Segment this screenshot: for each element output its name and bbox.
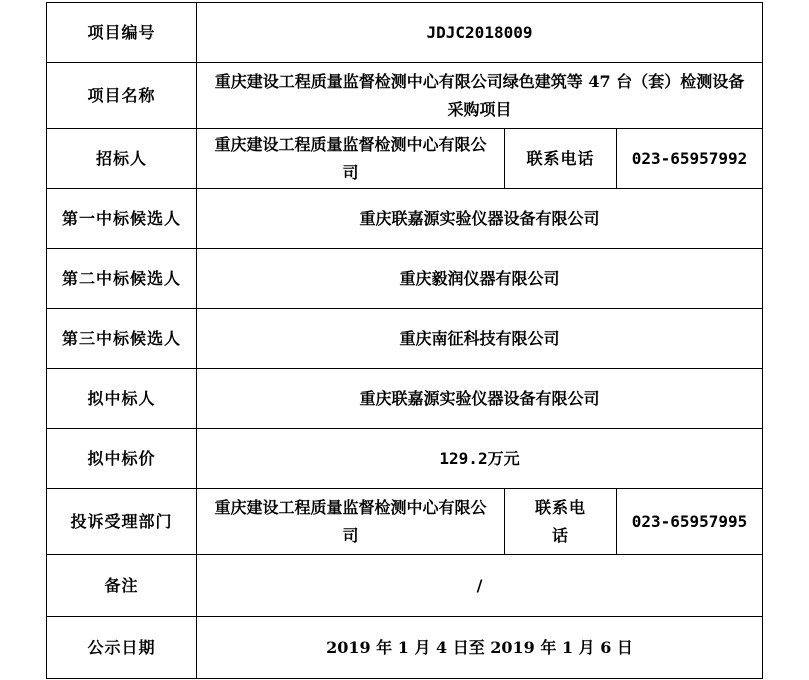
row-project-name bbox=[47, 63, 763, 129]
row-proposed-winner bbox=[47, 369, 763, 429]
row-proposed-price bbox=[47, 429, 763, 489]
publicity-date-label: 公示日期 bbox=[47, 617, 197, 679]
row-project-no bbox=[47, 3, 763, 63]
row-complaint-dept bbox=[47, 489, 763, 555]
tenderer-value: 重庆建设工程质量监督检测中心有限公司 bbox=[197, 129, 505, 189]
row-remarks bbox=[47, 555, 763, 617]
candidate-1-value: 重庆联嘉源实验仪器设备有限公司 bbox=[197, 189, 763, 249]
project-no-value: JDJC2018009 bbox=[197, 3, 763, 63]
row-candidate-1 bbox=[47, 189, 763, 249]
candidate-3-value: 重庆南征科技有限公司 bbox=[197, 309, 763, 369]
row-candidate-3 bbox=[47, 309, 763, 369]
proposed-winner-label: 拟中标人 bbox=[47, 369, 197, 429]
candidate-1-label: 第一中标候选人 bbox=[47, 189, 197, 249]
row-tenderer bbox=[47, 129, 763, 189]
tenderer-contact-value: 023-65957992 bbox=[617, 129, 763, 189]
tenderer-contact-label: 联系电话 bbox=[505, 129, 617, 189]
candidate-2-value: 重庆毅润仪器有限公司 bbox=[197, 249, 763, 309]
remarks-label: 备注 bbox=[47, 555, 197, 617]
project-name-value: 重庆建设工程质量监督检测中心有限公司绿色建筑等 47 台（套）检测设备采购项目 bbox=[197, 63, 763, 129]
row-candidate-2 bbox=[47, 249, 763, 309]
candidate-2-label: 第二中标候选人 bbox=[47, 249, 197, 309]
remarks-value: / bbox=[197, 555, 763, 617]
bid-result-table bbox=[46, 2, 763, 679]
complaint-contact-value: 023-65957995 bbox=[617, 489, 763, 555]
complaint-dept-value: 重庆建设工程质量监督检测中心有限公司 bbox=[197, 489, 505, 555]
candidate-3-label: 第三中标候选人 bbox=[47, 309, 197, 369]
row-publicity-date bbox=[47, 617, 763, 679]
project-no-label: 项目编号 bbox=[47, 3, 197, 63]
tenderer-label: 招标人 bbox=[47, 129, 197, 189]
proposed-price-label: 拟中标价 bbox=[47, 429, 197, 489]
complaint-contact-label: 联系电话 bbox=[505, 489, 617, 555]
proposed-winner-value: 重庆联嘉源实验仪器设备有限公司 bbox=[197, 369, 763, 429]
proposed-price-value: 129.2万元 bbox=[197, 429, 763, 489]
publicity-date-value: 2019 年 1 月 4 日至 2019 年 1 月 6 日 bbox=[197, 617, 763, 679]
project-name-label: 项目名称 bbox=[47, 63, 197, 129]
complaint-dept-label: 投诉受理部门 bbox=[47, 489, 197, 555]
